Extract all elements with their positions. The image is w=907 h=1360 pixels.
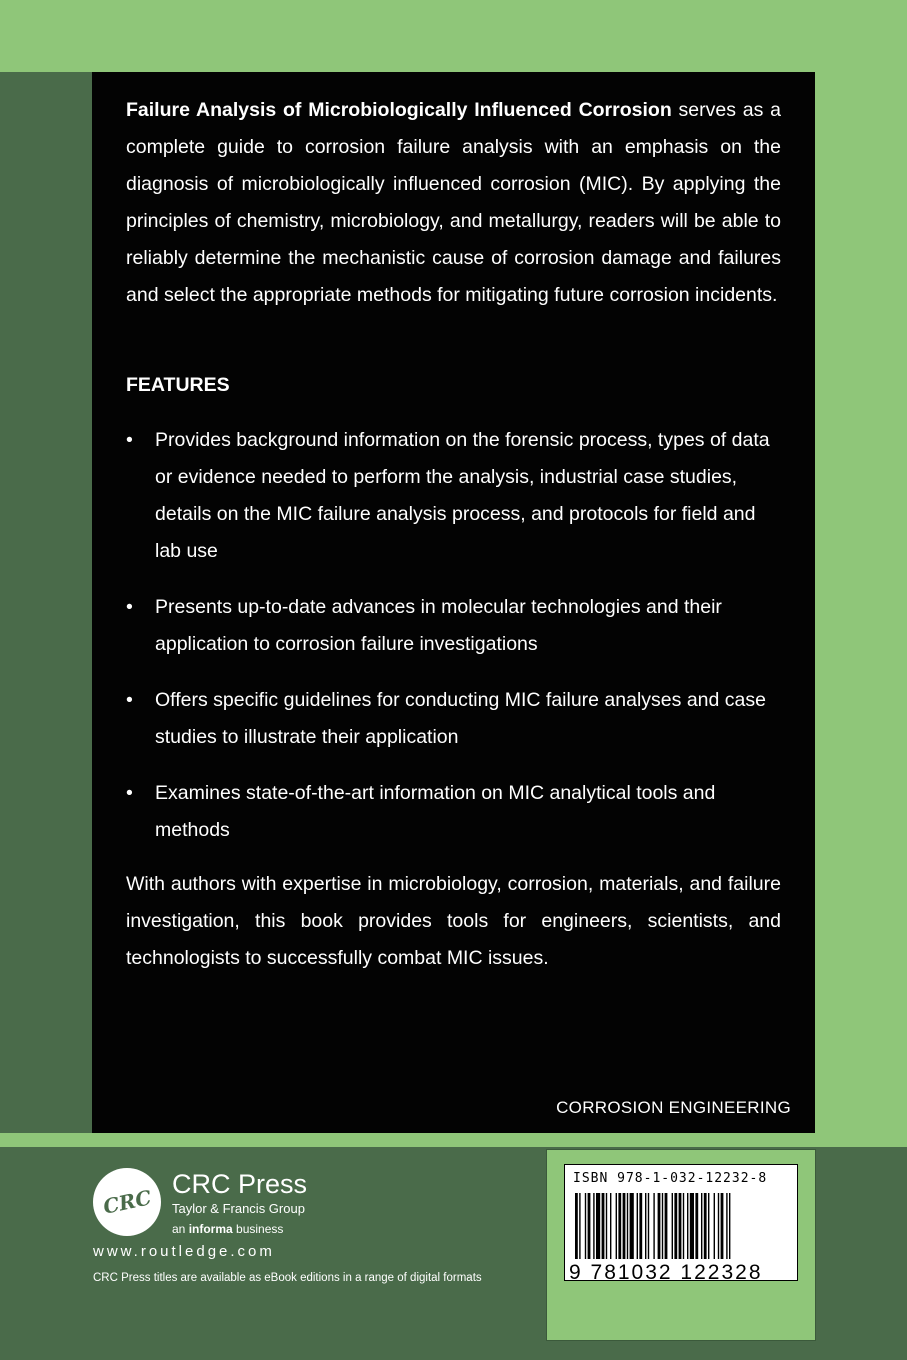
- crc-logo-text: CRC: [100, 1185, 154, 1219]
- bullet-icon: •: [126, 689, 133, 711]
- left-dark-band: [0, 72, 92, 1133]
- isbn-text: ISBN 978-1-032-12232-8: [573, 1171, 768, 1186]
- bullet-icon: •: [126, 429, 133, 451]
- barcode-icon: [575, 1193, 787, 1259]
- feature-text: Presents up-to-date advances in molecular technologies and their application to corrosion failure investigations: [155, 596, 722, 655]
- closing-paragraph: With authors with expertise in microbiology, corrosion, materials, and failure investigation, this book provides tools for engineers, scientists, and technologists to successfully combat MIC issues.: [126, 873, 781, 969]
- bullet-icon: •: [126, 782, 133, 804]
- feature-item: [126, 422, 786, 570]
- features-heading: FEATURES: [126, 374, 230, 396]
- right-green-band: [815, 72, 907, 1133]
- feature-item: [126, 589, 786, 663]
- top-green-band: [0, 0, 907, 72]
- barcode-label: [564, 1164, 798, 1284]
- business-prefix: an: [172, 1222, 189, 1236]
- mid-green-band: [0, 1133, 907, 1147]
- book-title: Failure Analysis of Microbiologically Influenced Corrosion: [126, 99, 672, 121]
- publisher-name: CRC Press: [172, 1169, 308, 1199]
- isbn-digits: 9 781032 122328: [569, 1261, 763, 1284]
- publisher-group: Taylor & Francis Group: [172, 1201, 305, 1216]
- isbn-block: [546, 1149, 816, 1341]
- features-list: [126, 422, 786, 868]
- intro-text: serves as a complete guide to corrosion failure analysis with an emphasis on the diagnosis of microbiologically influenced corrosion (MIC). By applying the principles of chemistry, microbiology, and metallurgy, readers will be able to reliably determine the mechanistic cause of corrosion damage and failures and select the appropriate methods for mitigating future corrosion incidents.: [126, 99, 781, 306]
- publisher-business: [172, 1221, 283, 1237]
- intro-paragraph: [126, 92, 781, 314]
- feature-item: [126, 775, 786, 849]
- bullet-icon: •: [126, 596, 133, 618]
- series-label: CORROSION ENGINEERING: [556, 1098, 791, 1117]
- ebook-note: CRC Press titles are available as eBook editions in a range of digital formats: [93, 1272, 482, 1284]
- website-url: www.routledge.com: [93, 1243, 275, 1260]
- crc-logo-icon: [93, 1168, 161, 1236]
- feature-text: Offers specific guidelines for conducting MIC failure analyses and case studies to illustrate their application: [155, 689, 766, 748]
- feature-text: Examines state-of-the-art information on MIC analytical tools and methods: [155, 782, 716, 841]
- feature-text: Provides background information on the forensic process, types of data or evidence needed to perform the analysis, industrial case studies, details on the MIC failure analysis process, and protocols for field and lab use: [155, 429, 770, 562]
- feature-item: [126, 682, 786, 756]
- business-bold: informa: [188, 1222, 233, 1236]
- business-suffix: business: [232, 1222, 284, 1236]
- description-panel: [92, 72, 815, 1133]
